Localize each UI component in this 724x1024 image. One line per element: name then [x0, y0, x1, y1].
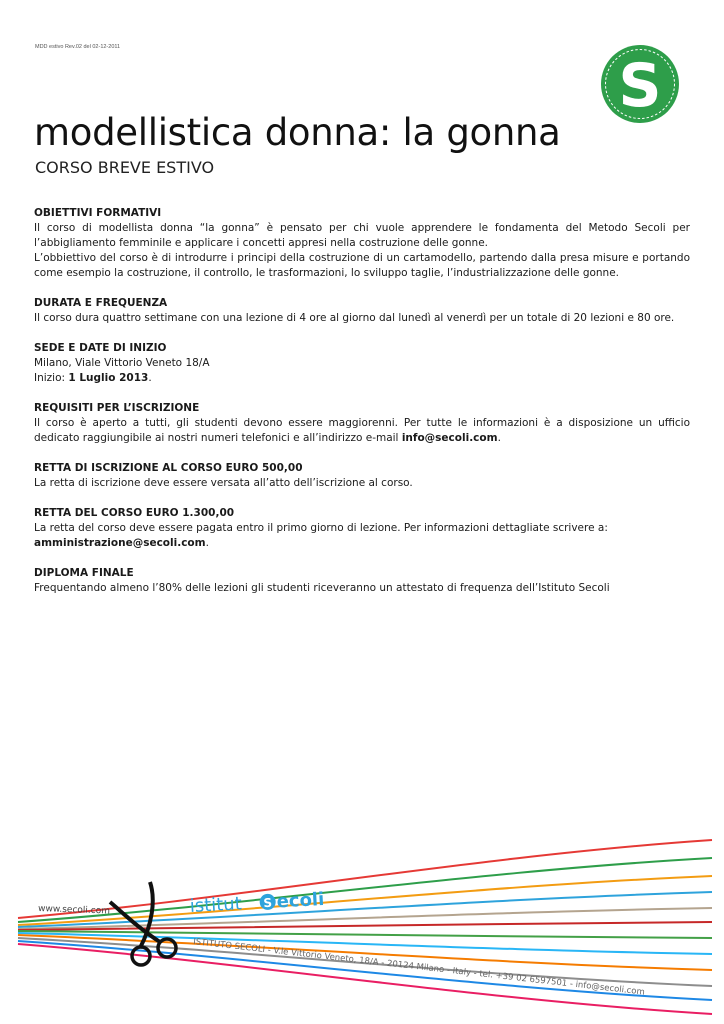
punctuation: . [148, 372, 152, 384]
section-sede [34, 341, 690, 386]
section-heading: SEDE E DATE DI INIZIO [34, 342, 167, 354]
section-durata [34, 296, 690, 326]
page-subtitle: CORSO BREVE ESTIVO [35, 158, 215, 177]
address-line: Milano, Viale Vittorio Veneto 18/A [34, 357, 210, 369]
punctuation: . [497, 432, 501, 444]
section-heading: REQUISITI PER L’ISCRIZIONE [34, 402, 200, 414]
document-code: MDD estivo Rev.02 del 02-12-2011 [35, 44, 121, 50]
page-title: modellistica donna: la gonna [34, 111, 561, 154]
secoli-s-badge-icon [600, 44, 680, 124]
section-heading: DURATA E FREQUENZA [34, 297, 168, 309]
svg-text:S: S [263, 895, 273, 911]
section-heading: DIPLOMA FINALE [34, 567, 134, 579]
requisiti-text: Il corso è aperto a tutti, gli studenti devono essere maggiorenni. Per tutte le informazioni è a disposizione un ufficio dedicato raggiungibile ai nostri numeri telefonici e all’indirizzo e-mail [34, 417, 690, 444]
section-text [34, 536, 690, 551]
brand-prefix: istitut [189, 893, 243, 917]
thread-line [18, 840, 712, 918]
section-obiettivi [34, 206, 690, 281]
section-text [34, 416, 690, 446]
svg-text:S: S [618, 51, 662, 121]
section-diploma [34, 566, 690, 596]
punctuation: . [205, 537, 209, 549]
admin-email-link[interactable]: amministrazione@secoli.com [34, 537, 206, 549]
section-text: La retta del corso deve essere pagata entro il primo giorno di lezione. Per informazioni dettagliate scrivere a: [34, 522, 608, 534]
section-text: Il corso di modellista donna “la gonna” è pensato per chi vuole apprendere le fondamenta del Metodo Secoli per l’abbigliamento femminile e applicare i concetti appresi nella costruzione delle gonne. [34, 222, 690, 249]
section-retta-corso [34, 506, 690, 551]
brand-suffix: ecoli [276, 888, 325, 913]
info-email-link[interactable]: info@secoli.com [401, 432, 498, 444]
thread-line [18, 944, 712, 1014]
thread-line [18, 931, 712, 938]
course-description [34, 206, 690, 611]
section-text: Il corso dura quattro settimane con una lezione di 4 ore al giorno dal lunedì al venerdì per un totale di 20 lezioni e 80 ore. [34, 312, 675, 324]
start-date-prefix: Inizio: [34, 372, 69, 384]
start-date: 1 Luglio 2013 [68, 372, 149, 384]
website-text[interactable]: www.secoli.com [37, 904, 111, 917]
section-text: L’obbiettivo del corso è di introdurre i principi della costruzione di un cartamodello, partendo dalla presa misure e portando come esempio la costruzione, il controllo, le trasformazioni, lo sviluppo taglie, l’industrializzazione delle gonne. [34, 252, 690, 279]
section-heading: RETTA DEL CORSO EURO 1.300,00 [34, 507, 235, 519]
section-requisiti [34, 401, 690, 446]
section-heading: OBIETTIVI FORMATIVI [34, 207, 162, 219]
section-text: Frequentando almeno l’80% delle lezioni gli studenti riceveranno un attestato di frequenza dell’Istituto Secoli [34, 582, 610, 594]
section-heading: RETTA DI ISCRIZIONE AL CORSO EURO 500,00 [34, 462, 303, 474]
section-retta-iscrizione [34, 461, 690, 491]
section-text: La retta di iscrizione deve essere versata all’atto dell’iscrizione al corso. [34, 477, 413, 489]
footer-address: ISTITUTO SECOLI - V.le Vittorio Veneto, 18/A - 20124 Milano - Italy - tel. +39 02 6597501 - info@secoli.com [192, 937, 646, 998]
footer-banner [0, 830, 724, 1024]
start-date-line [34, 371, 690, 386]
